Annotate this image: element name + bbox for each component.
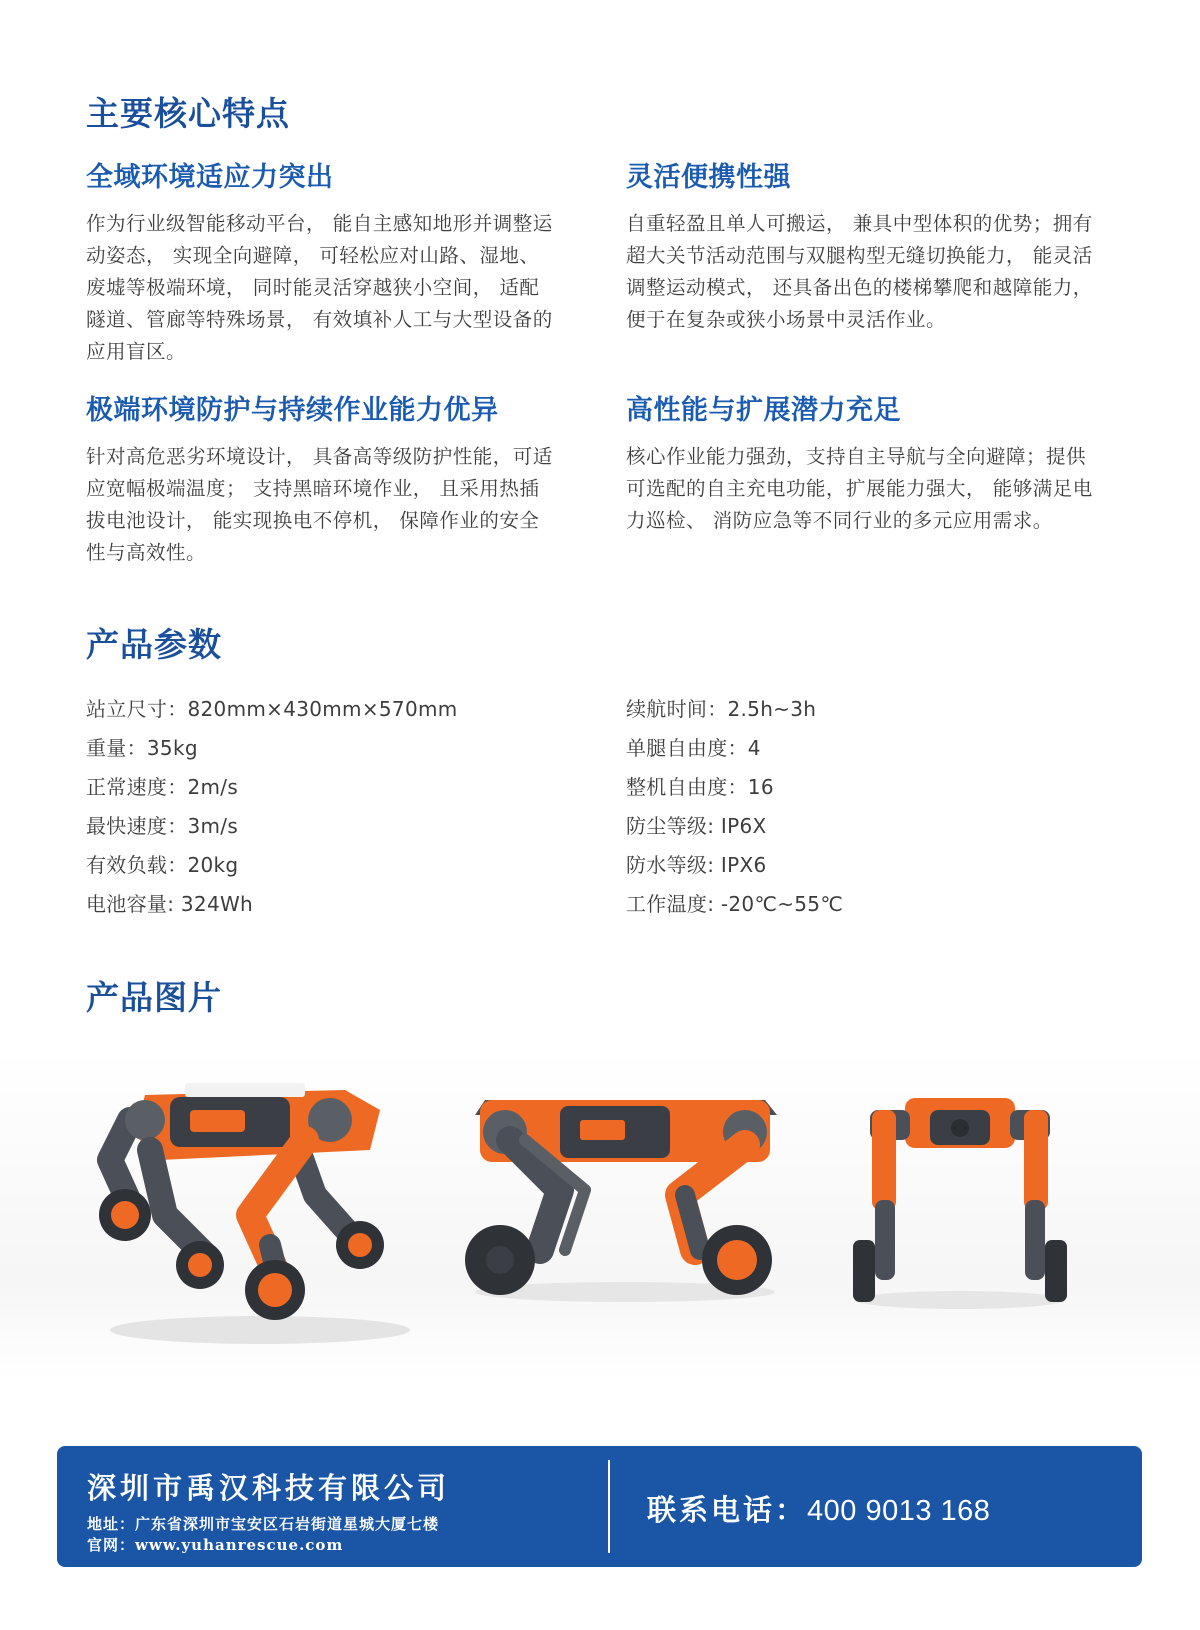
feature-text: 针对高危恶劣环境设计， 具备高等级防护性能，可适应宽幅极端温度； 支持黑暗环境作业， 且采用热插拔电池设计， 能实现换电不停机， 保障作业的安全性与高效性。 [86,445,553,564]
feature-title: 灵活便携性强 [626,162,791,193]
params-list-right [626,690,843,924]
param-item: 最快速度：3m/s [86,814,239,838]
robot-photo-front [850,1070,1070,1315]
company-address-block [87,1514,439,1556]
company-name: 深圳市禹汉科技有限公司 [87,1471,451,1505]
feature-portability [626,155,1096,336]
param-item: 防尘等级: IP6X [626,814,767,838]
feature-title: 全域环境适应力突出 [86,162,334,193]
feature-title: 极端环境防护与持续作业能力优异 [86,395,499,426]
robot-photo-side [465,1070,785,1310]
robot-photo-perspective [90,1065,410,1355]
phone-label: 联系电话： [647,1493,808,1527]
feature-environment-adaptability [86,155,556,368]
feature-text: 核心作业能力强劲，支持自主导航与全向避障；提供可选配的自主充电功能，扩展能力强大， 能够满足电力巡检、 消防应急等不同行业的多元应用需求。 [626,445,1093,532]
photos-section-title: 产品图片 [86,978,222,1017]
feature-text: 自重轻盈且单人可搬运， 兼具中型体积的优势；拥有超大关节活动范围与双腿构型无缝切换能力， 能灵活调整运动模式， 还具备出色的楼梯攀爬和越障能力， 便于在复杂或狭小场景中灵活作业。 [626,212,1093,331]
param-item: 站立尺寸：820mm×430mm×570mm [86,697,458,721]
features-section-title: 主要核心特点 [86,94,290,133]
param-item: 续航时间：2.5h~3h [626,697,817,721]
param-item: 电池容量: 324Wh [86,892,254,916]
param-item: 整机自由度：16 [626,775,774,799]
params-list-left [86,690,458,924]
param-item: 重量：35kg [86,736,198,760]
params-section-title: 产品参数 [86,625,222,664]
feature-title: 高性能与扩展潜力充足 [626,395,901,426]
product-photo-strip [0,1050,1200,1380]
param-item: 单腿自由度：4 [626,736,761,760]
param-item: 工作温度: -20℃~55℃ [626,892,844,916]
footer-divider [608,1460,610,1553]
param-item: 有效负载：20kg [86,853,239,877]
feature-text: 作为行业级智能移动平台， 能自主感知地形并调整运动姿态， 实现全向避障， 可轻松应对山路、湿地、 废墟等极端环境， 同时能灵活穿越狭小空间， 适配隧道、管廊等特殊场景， 有效填补人工与大型设备的应用盲区。 [86,212,553,363]
company-address: 地址：广东省深圳市宝安区石岩街道星城大厦七楼 [87,1515,440,1533]
param-item: 正常速度：2m/s [86,775,239,799]
feature-extreme-protection [86,388,556,569]
phone-number[interactable]: 400 9013 168 [807,1495,991,1527]
feature-performance-extensibility [626,388,1096,537]
contact-phone [647,1488,990,1529]
contact-footer [57,1446,1142,1567]
param-item: 防水等级: IPX6 [626,853,767,877]
company-website[interactable]: 官网：www.yuhanrescue.com [87,1536,344,1554]
